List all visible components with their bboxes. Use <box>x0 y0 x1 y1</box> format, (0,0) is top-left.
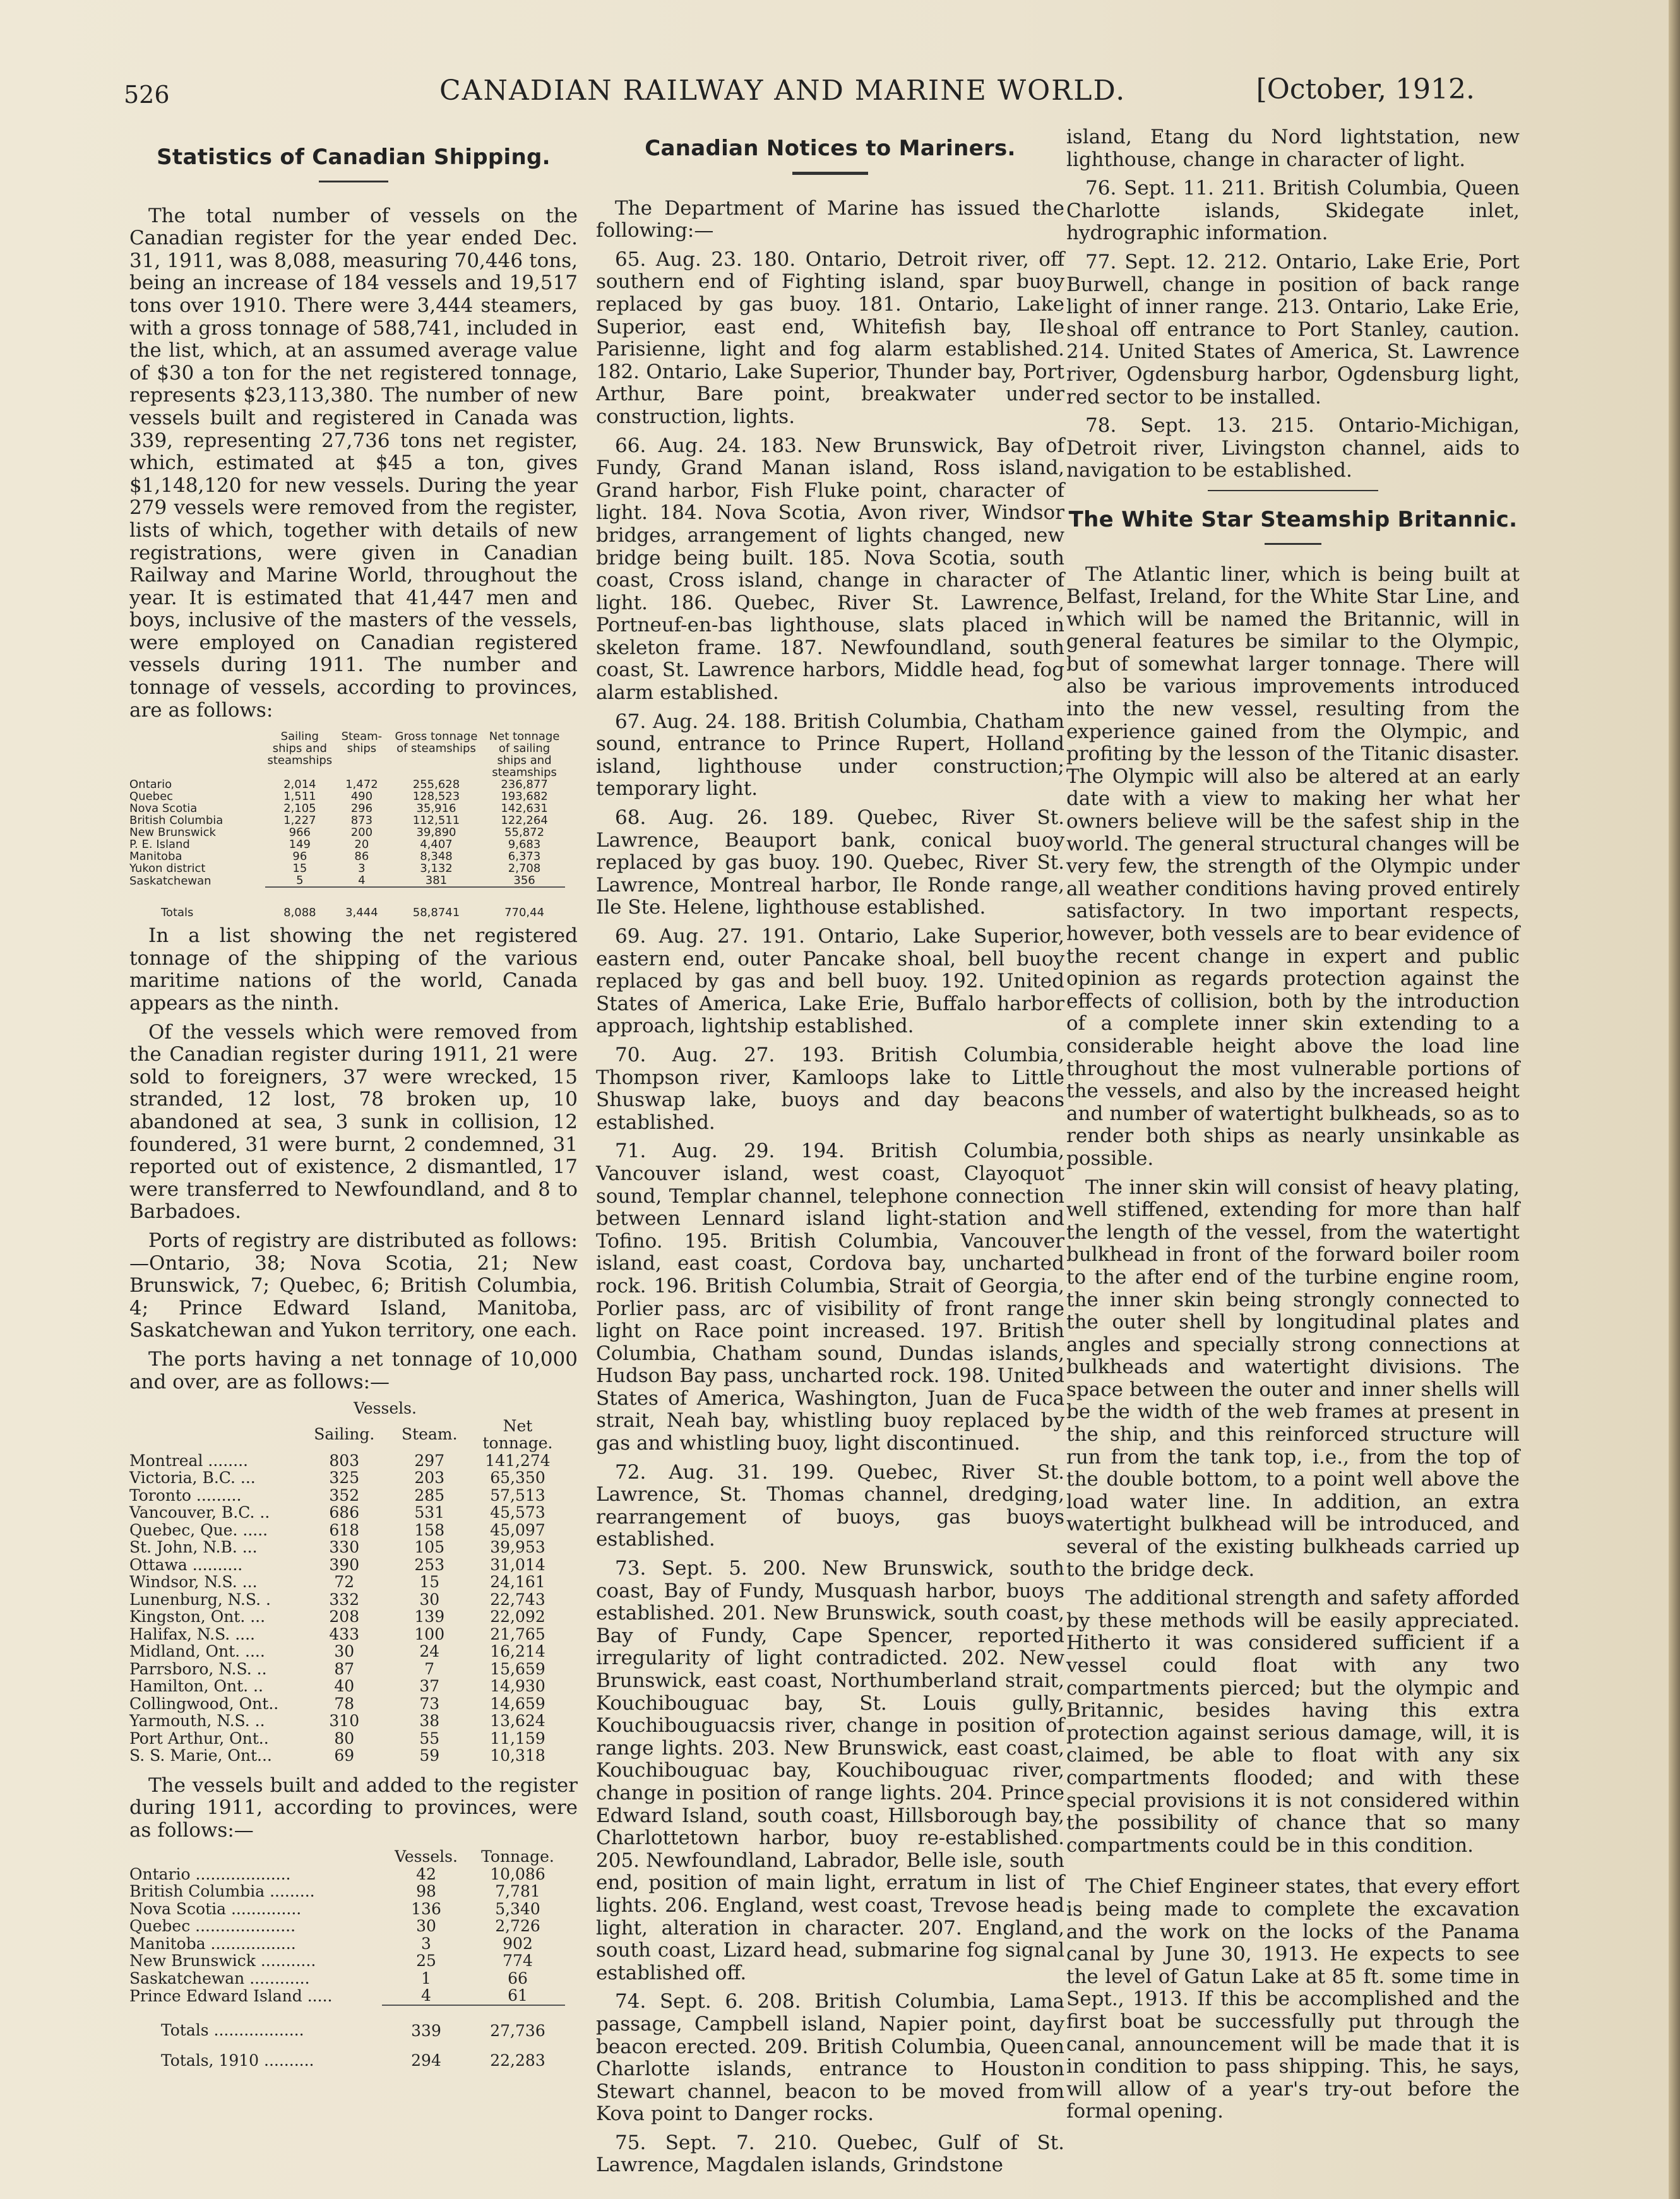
table-cell: 3 <box>358 862 366 876</box>
table-header-group: Vessels. <box>354 1399 417 1418</box>
table-cell: 42 <box>416 1864 436 1883</box>
table-cell: 122,264 <box>501 814 548 828</box>
table-cell: Quebec, Que. ..... <box>129 1520 268 1539</box>
table-cell: 128,523 <box>412 790 460 804</box>
paragraph: The Department of Marine has issued the following:— <box>596 196 1064 242</box>
table-cell: 330 <box>329 1538 360 1557</box>
table-row <box>129 814 565 826</box>
table-row <box>129 838 565 850</box>
table-cell: 66 <box>508 1969 528 1987</box>
notice-item: 77. Sept. 12. 212. Ontario, Lake Erie, Port Burwell, change in position of back range light of inner range. 213. Ontario, Lake Erie, shoal off entrance to Port Stanley, caution. 214. United States of America, St. Lawrence river, Ogdensburg harbor, Ogdensburg light, red sector to be installed. <box>1066 250 1520 408</box>
table-header: Tonnage. <box>481 1847 554 1866</box>
notice-item: 71. Aug. 29. 194. British Columbia, Vancouver island, west coast, Clayoquot sound, Templar channel, telephone connection between Lennard island light-station and Tofino. 195. British Columbia, Vancouver island, east coast, Cordova bay, uncharted rock. 196. British Columbia, Strait of Georgia, Porlier pass, arc of visibility of front range light on Race point increased. 197. British Columbia, Chatham sound, Dundas islands, Hudson Bay pass, uncharted rock. 198. United States of America, Washington, Juan de Fuca strait, Neah bay, whistling buoy replaced by gas and whistling buoy, light discontinued. <box>596 1140 1064 1455</box>
table-cell: 686 <box>329 1503 360 1522</box>
paragraph: The inner skin will consist of heavy plating, well stiffened, extending for more than half the length of the vessel, from the watertight bulkhead in front of the forward boiler room to the after end of the turbine engine room, the inner skin being strongly connected to the outer shell by longitudinal plates and angles and specially strong connections at bulkheads and watertight divisions. The space between the outer and inner shells will be the width of the web frames at present in the ship, and this reinforced structure will run from the tank top, i.e., from the top of the double bottom, to a point well above the load water line. In addition, an extra watertight bulkhead will be introduced, and several of the existing bulkheads carried up to the bridge deck. <box>1066 1176 1520 1581</box>
table-cell: 73 <box>419 1694 440 1713</box>
section-rule <box>1208 490 1378 491</box>
table-cell: 433 <box>329 1624 360 1643</box>
page-header <box>124 68 1475 109</box>
notice-item: 76. Sept. 11. 211. British Columbia, Queen Charlotte islands, Skidegate inlet, hydrographic information. <box>1066 177 1520 245</box>
table-cell: 381 <box>389 874 484 887</box>
table-header <box>129 1848 382 1866</box>
table-cell: 352 <box>329 1486 360 1505</box>
provinces-table <box>129 730 565 919</box>
table-row <box>129 1935 565 1953</box>
table-header-row <box>129 1848 565 1866</box>
table-cell: 69 <box>334 1746 355 1765</box>
binding-edge <box>1669 0 1680 2199</box>
table-row <box>129 1522 565 1539</box>
table-cell: 65,350 <box>490 1469 545 1487</box>
article-heading-shipping-statistics: Statistics of Canadian Shipping. <box>157 145 551 170</box>
table-cell: 2,105 <box>283 802 316 816</box>
column-2 <box>596 120 1064 2183</box>
table-row <box>129 826 565 838</box>
table-row <box>129 1883 565 1900</box>
table-cell: 35,916 <box>416 802 456 816</box>
notice-item: 72. Aug. 31. 199. Quebec, River St. Lawrence, St. Thomas channel, dredging, rearrangement of buoys, gas buoys established. <box>596 1460 1064 1551</box>
notice-item: 67. Aug. 24. 188. British Columbia, Chatham sound, entrance to Prince Rupert, Holland island, lighthouse under construction; temporary light. <box>596 710 1064 801</box>
table-cell: 30 <box>334 1642 355 1661</box>
table-cell: 8,348 <box>420 850 453 864</box>
table-cell: 356 <box>484 874 565 887</box>
table-cell: 966 <box>289 826 311 840</box>
article-heading-britannic: The White Star Steamship Britannic. <box>1068 506 1518 532</box>
table-row <box>129 1626 565 1643</box>
table-cell: 3 <box>421 1934 431 1953</box>
table-cell: Ottawa .......... <box>129 1555 243 1574</box>
table-cell: 294 <box>411 2051 441 2070</box>
table-row <box>129 1900 565 1918</box>
table-cell: Ontario <box>129 778 172 792</box>
table-totals-row-1910 <box>129 2039 565 2070</box>
table-cell: 20 <box>354 838 369 852</box>
table-cell: 105 <box>414 1538 445 1557</box>
table-cell: 141,274 <box>485 1451 551 1470</box>
table-row <box>129 1469 565 1487</box>
journal-title: CANADIAN RAILWAY AND MARINE WORLD. <box>439 74 1126 107</box>
table-cell: Yukon district <box>129 862 206 876</box>
table-cell: 873 <box>350 814 373 828</box>
table-cell: 390 <box>329 1555 360 1574</box>
table-cell: 1,511 <box>283 790 316 804</box>
table-row <box>129 1573 565 1591</box>
table-cell: 86 <box>354 850 369 864</box>
table-cell: Hamilton, Ont. .. <box>129 1677 263 1696</box>
table-row <box>129 850 565 862</box>
table-cell: 80 <box>334 1729 355 1748</box>
table-cell: 30 <box>419 1590 440 1609</box>
table-row <box>129 1952 565 1970</box>
table-cell: 112,511 <box>412 814 460 828</box>
table-row <box>129 1608 565 1626</box>
table-cell: Toronto ......... <box>129 1486 242 1505</box>
table-totals-row <box>129 887 565 919</box>
table-row <box>129 790 565 802</box>
table-cell: 59 <box>419 1746 440 1765</box>
table-cell: 618 <box>329 1520 360 1539</box>
table-row <box>129 1917 565 1935</box>
table-cell: 2,708 <box>508 862 541 876</box>
heading-rule <box>319 181 388 182</box>
table-cell: 45,573 <box>490 1503 545 1522</box>
table-row <box>129 1678 565 1695</box>
paragraph: The vessels built and added to the register during 1911, according to provinces, were as follows:— <box>129 1773 578 1842</box>
table-cell: 8,088 <box>283 906 316 920</box>
notice-item: 69. Aug. 27. 191. Ontario, Lake Superior, eastern end, outer Pancake shoal, bell buoy replaced by gas and bell buoy. 192. United States of America, Lake Erie, Buffalo harbor approach, lightship established. <box>596 925 1064 1038</box>
table-cell: P. E. Island <box>129 838 190 852</box>
table-cell: 3,444 <box>345 906 378 920</box>
table-cell: Midland, Ont. .... <box>129 1642 265 1661</box>
paragraph: The additional strength and safety afforded by these methods will be easily appreciated. Hitherto it was considered sufficient if a vessel could float with any two compartments pierced; but the olympic and Britannic, besides having this extra protection against serious damage, will, it is claimed, be able to float with any six compartments flooded; and with these special provisions it is not considered within the possibility of chance that so many compartments could be in this condition. <box>1066 1587 1520 1857</box>
table-row <box>129 1452 565 1470</box>
table-row <box>129 1747 565 1765</box>
table-cell: Saskatchewan ............ <box>129 1969 310 1987</box>
table-row <box>129 778 565 790</box>
table-cell: 30 <box>416 1917 436 1936</box>
table-cell: 100 <box>414 1624 445 1643</box>
table-cell: 6,373 <box>508 850 541 864</box>
table-row <box>129 1970 565 1987</box>
table-row <box>129 1730 565 1748</box>
table-cell: Port Arthur, Ont.. <box>129 1729 269 1748</box>
notice-item: 65. Aug. 23. 180. Ontario, Detroit river, off southern end of Fighting island, spar buoy replaced by gas buoy. 181. Ontario, Lake Superior, east end, Whitefish bay, Ile Parisienne, light and fog alarm established. 182. Ontario, Lake Superior, Thunder bay, Port Arthur, Bare point, breakwater under construction, lights. <box>596 247 1064 428</box>
table-cell: 531 <box>414 1503 445 1522</box>
table-cell: 142,631 <box>501 802 548 816</box>
table-cell: 14,930 <box>490 1677 545 1696</box>
table-cell: 490 <box>350 790 373 804</box>
paragraph: island, Etang du Nord lightstation, new lighthouse, change in character of light. <box>1066 126 1520 171</box>
table-cell: Totals <box>161 905 194 919</box>
table-cell: 39,953 <box>490 1538 545 1557</box>
table-cell: 14,659 <box>490 1694 545 1713</box>
table-cell: S. S. Marie, Ont... <box>129 1746 272 1765</box>
table-cell: 57,513 <box>490 1486 545 1505</box>
table-cell: 2,726 <box>495 1917 540 1936</box>
table-cell: 61 <box>470 1987 565 2005</box>
table-cell: Prince Edward Island ..... <box>129 1986 333 2005</box>
notices-list <box>596 249 1064 2177</box>
table-row <box>129 1556 565 1574</box>
paragraph: The ports having a net tonnage of 10,000 and over, are as follows:— <box>129 1347 578 1393</box>
table-cell: 1,472 <box>345 778 378 792</box>
table-cell: Victoria, B.C. ... <box>129 1469 256 1487</box>
table-row <box>129 1987 565 2005</box>
table-cell: Quebec <box>129 790 174 804</box>
table-row <box>129 1487 565 1505</box>
table-cell: 136 <box>411 1899 441 1918</box>
table-cell: 37 <box>419 1677 440 1696</box>
table-cell: 38 <box>419 1712 440 1731</box>
table-cell: 15,659 <box>490 1659 545 1678</box>
paragraph: Of the vessels which were removed from the Canadian register during 1911, 21 were sold to foreigners, 37 were wrecked, 15 stranded, 12 lost, 78 broken up, 10 abandoned at sea, 3 sunk in collision, 12 foundered, 31 were burnt, 2 condemned, 31 reported out of existence, 2 dismantled, 17 were transferred to Newfoundland, and 8 to Barbadoes. <box>129 1020 578 1224</box>
table-cell: 310 <box>329 1712 360 1731</box>
table-header: Steam. <box>401 1425 458 1444</box>
table-row <box>129 1866 565 1883</box>
table-cell: 11,159 <box>490 1729 545 1748</box>
table-row <box>129 1660 565 1678</box>
table-cell: 16,214 <box>490 1642 545 1661</box>
table-cell: 203 <box>414 1469 445 1487</box>
table-cell: 15 <box>292 862 307 876</box>
table-cell: 193,682 <box>501 790 548 804</box>
table-cell: 325 <box>329 1469 360 1487</box>
table-cell: Totals, 1910 .......... <box>161 2051 314 2070</box>
table-cell: 7,781 <box>495 1882 540 1901</box>
table-cell: Windsor, N.S. ... <box>129 1573 258 1592</box>
notice-item: 74. Sept. 6. 208. British Columbia, Lama passage, Campbell island, Napier point, day beacon erected. 209. British Columbia, Queen Charlotte islands, entrance to Houston Stewart channel, beacon to be moved from Kova point to Danger rocks. <box>596 1990 1064 2126</box>
table-cell: 255,628 <box>412 778 460 792</box>
table-cell: 4,407 <box>420 838 453 852</box>
table-cell: 27,736 <box>490 2021 545 2040</box>
paragraph: The Chief Engineer states, that every effort is being made to complete the excavation and the work on the locks of the Panama canal by June 30, 1913. He expects to see the level of Gatun Lake at 85 ft. some time in Sept., 1913. If this be accomplished and the first boat be successfully put through the canal, announcement will be made that it is in condition to pass shipping. This, he says, will allow of a year's try-out before the formal opening. <box>1066 1875 1520 2123</box>
table-cell: Ontario ................... <box>129 1864 291 1883</box>
table-cell: 208 <box>329 1607 360 1626</box>
table-cell: Collingwood, Ont.. <box>129 1694 279 1713</box>
table-cell: Yarmouth, N.S. .. <box>129 1712 265 1731</box>
table-header: Sailing ships and steamships <box>267 730 333 768</box>
table-cell: 158 <box>414 1520 445 1539</box>
notice-item: 66. Aug. 24. 183. New Brunswick, Bay of Fundy, Grand Manan island, Ross island, Grand harbor, Fish Fluke point, character of light. 184. Nova Scotia, Avon river, Windsor bridges, arrangement of lights changed, new bridge being built. 185. Nova Scotia, south coast, Cross island, change in character of light. 186. Quebec, River St. Lawrence, Portneuf-en-bas lighthouse, slats placed in skeleton frame. 187. Newfoundland, south coast, St. Lawrence harbors, Middle head, fog alarm established. <box>596 434 1064 705</box>
article-heading-notices-to-mariners: Canadian Notices to Mariners. <box>645 136 1016 161</box>
table-cell: 45,097 <box>490 1520 545 1539</box>
column-3 <box>1066 126 1520 2130</box>
table-cell: 7 <box>424 1659 435 1678</box>
vessels-built-table <box>129 1848 565 2070</box>
issue-date: [October, 1912. <box>1256 73 1475 105</box>
table-cell: 25 <box>416 1952 436 1970</box>
notice-item: 75. Sept. 7. 210. Quebec, Gulf of St. Lawrence, Magdalen islands, Grindstone <box>596 2131 1064 2177</box>
paragraph: The total number of vessels on the Canadian register for the year ended Dec. 31, 1911, was 8,088, measuring 70,446 tons, being an increase of 184 vessels and 19,517 tons over 1910. There were 3,444 steamers, with a gross tonnage of 588,741, included in the list, which, at an assumed average value of $30 a ton for the net registered tonnage, represents $23,113,380. The number of new vessels built and registered in Canada was 339, representing 27,736 tons net register, which, estimated at $45 a ton, gives $1,148,120 for new vessels. During the year 279 vessels were removed from the register, lists of which, together with details of new registrations, were given in Canadian Railway and Marine World, throughout the year. It is estimated that 41,447 men and boys, inclusive of the masters of the vessels, were employed on Canadian registered vessels during 1911. The number and tonnage of vessels, according to provinces, are as follows: <box>129 204 578 722</box>
table-row <box>129 1539 565 1556</box>
table-cell: 24 <box>419 1642 440 1661</box>
table-cell: Kingston, Ont. ... <box>129 1607 266 1626</box>
table-cell: British Columbia <box>129 814 223 828</box>
table-cell: 5,340 <box>495 1899 540 1918</box>
table-totals-row <box>129 2005 565 2040</box>
table-cell: Halifax, N.S. .... <box>129 1624 255 1643</box>
notice-item: 73. Sept. 5. 200. New Brunswick, south coast, Bay of Fundy, Musquash harbor, buoys established. 201. New Brunswick, south coast, Bay of Fundy, Cape Spencer, reported irregularity of light contradicted. 202. New Brunswick, east coast, Northumberland strait, Kouchibouguac bay, St. Louis gully, Kouchibouguacsis river, change in position of range lights. 203. New Brunswick, east coast, Kouchibouguac bay, Kouchibouguac river, change in position of range lights. 204. Prince Edward Island, south coast, Hillsborough bay, Charlottetown harbor, buoy re-established. 205. Newfoundland, Labrador, Belle isle, south end, position of main light, erratum in list of lights. 206. England, west coast, Trevose head light, alteration in character. 207. England, south coast, Lizard head, submarine fog signal established off. <box>596 1557 1064 1984</box>
table-cell: 803 <box>329 1451 360 1470</box>
table-row <box>129 862 565 874</box>
table-cell: 4 <box>335 874 389 887</box>
table-cell: 4 <box>382 1987 470 2005</box>
table-cell: St. John, N.B. ... <box>129 1538 258 1557</box>
table-row <box>129 1591 565 1609</box>
paragraph: The Atlantic liner, which is being built at Belfast, Ireland, for the White Star Line, and which will be named the Britannic, will in general features be similar to the Olympic, but of somewhat larger tonnage. There will also be various improvements introduced into the new vessel, resulting from the experience gained from the Olympic, and profiting by the lesson of the Titanic disaster. The Olympic will also be altered at an early date with a view to making her what her owners believe will be the safest ship in the world. The general structural changes will be very few, the strength of the Olympic under all weather conditions having proved entirely satisfactory. In two important respects, however, both vessels are to bear evidence of the recent change in expert and public opinion as regards protection against the effects of collision, both by the introduction of a complete inner skin extending to a considerable height above the load line throughout the most vulnerable portions of the vessels, and also by the increased height and number of watertight bulkheads, so as to render both ships as nearly unsinkable as possible. <box>1066 563 1520 1170</box>
table-header: Steam-ships <box>341 730 383 756</box>
table-header: Sailing. <box>314 1425 375 1444</box>
table-row <box>129 802 565 814</box>
table-cell: 21,765 <box>490 1624 545 1643</box>
table-cell: 87 <box>334 1659 355 1678</box>
table-header-row <box>129 730 565 778</box>
paragraph: Ports of registry are distributed as follows:—Ontario, 38; Nova Scotia, 21; New Brunswick, 7; Quebec, 6; British Columbia, 4; Prince Edward Island, Manitoba, Saskatchewan and Yukon territory, one each. <box>129 1229 578 1342</box>
table-cell: Manitoba ................. <box>129 1934 296 1953</box>
table-header <box>129 730 265 778</box>
table-cell: 10,318 <box>490 1746 545 1765</box>
table-cell: 22,283 <box>490 2051 545 2070</box>
table-cell: Nova Scotia .............. <box>129 1899 302 1918</box>
table-cell: 96 <box>292 850 307 864</box>
table-cell: Saskatchewan <box>129 874 211 888</box>
table-header-row <box>129 1400 565 1417</box>
table-cell: 2,014 <box>283 778 316 792</box>
table-header: Net tonnage. <box>482 1416 553 1453</box>
table-cell: 339 <box>411 2021 441 2040</box>
table-cell: 770,44 <box>504 906 545 920</box>
table-header: Vessels. <box>395 1847 458 1866</box>
table-cell: 253 <box>414 1555 445 1574</box>
table-cell: 22,092 <box>490 1607 545 1626</box>
notices-list-continued <box>1066 177 1520 482</box>
table-cell: 3,132 <box>420 862 453 876</box>
table-cell: New Brunswick <box>129 826 216 840</box>
table-row <box>129 1643 565 1660</box>
notice-item: 68. Aug. 26. 189. Quebec, River St. Lawrence, Beauport bank, conical buoy replaced by gas buoy. 190. Quebec, River St. Lawrence, Montreal harbor, Ile Ronde range, Ile Ste. Helene, lighthouse established. <box>596 806 1064 919</box>
column-1 <box>129 120 578 2070</box>
table-cell: 5 <box>265 874 335 887</box>
table-cell: 774 <box>503 1952 533 1970</box>
table-cell: 296 <box>350 802 373 816</box>
table-cell: 332 <box>329 1590 360 1609</box>
table-header: Gross tonnage of steamships <box>395 730 478 756</box>
table-cell: Totals .................. <box>161 2021 304 2040</box>
table-cell: British Columbia ......... <box>129 1882 315 1901</box>
table-cell: 9,683 <box>508 838 541 852</box>
table-cell: 297 <box>414 1451 445 1470</box>
paragraph: In a list showing the net registered tonnage of the shipping of the various maritime nations of the world, Canada appears as the ninth. <box>129 924 578 1015</box>
table-cell: 236,877 <box>501 778 548 792</box>
table-cell: Manitoba <box>129 850 182 864</box>
table-cell: 10,086 <box>490 1864 545 1883</box>
table-cell: Vancouver, B.C. .. <box>129 1503 270 1522</box>
table-cell: Quebec .................... <box>129 1917 296 1936</box>
table-cell: 31,014 <box>490 1555 545 1574</box>
notice-item: 78. Sept. 13. 215. Ontario-Michigan, Detroit river, Livingston channel, aids to navigation to be established. <box>1066 414 1520 482</box>
table-cell: 285 <box>414 1486 445 1505</box>
table-cell: 1,227 <box>283 814 316 828</box>
table-cell: 98 <box>416 1882 436 1901</box>
table-header <box>129 1417 300 1452</box>
table-cell: Lunenburg, N.S. . <box>129 1590 271 1609</box>
table-cell: Parrsboro, N.S. .. <box>129 1659 267 1678</box>
heading-rule <box>792 172 868 175</box>
table-cell: 1 <box>421 1969 431 1987</box>
table-row <box>129 1695 565 1713</box>
table-cell: Nova Scotia <box>129 802 198 816</box>
table-cell: 72 <box>334 1573 355 1592</box>
table-header-row <box>129 1417 565 1452</box>
table-cell: Montreal ........ <box>129 1451 248 1470</box>
table-header <box>129 1400 300 1417</box>
table-cell: 149 <box>289 838 311 852</box>
ports-table <box>129 1400 565 1765</box>
table-cell: 58,8741 <box>412 906 460 920</box>
notice-item: 70. Aug. 27. 193. British Columbia, Thompson river, Kamloops lake to Little Shuswap lake, buoys and day beacons established. <box>596 1043 1064 1134</box>
table-cell: 40 <box>334 1677 355 1696</box>
table-cell: 55 <box>419 1729 440 1748</box>
table-cell: 200 <box>350 826 373 840</box>
table-cell: 39,890 <box>416 826 456 840</box>
table-row <box>129 874 565 887</box>
table-cell: 15 <box>419 1573 440 1592</box>
heading-rule <box>1265 543 1321 545</box>
table-row <box>129 1504 565 1522</box>
page-number: 526 <box>124 81 170 109</box>
table-header <box>470 1400 565 1417</box>
table-cell: 13,624 <box>490 1712 545 1731</box>
table-cell: 22,743 <box>490 1590 545 1609</box>
table-cell: 139 <box>414 1607 445 1626</box>
table-row <box>129 1712 565 1730</box>
table-cell: New Brunswick ........... <box>129 1952 316 1970</box>
table-cell: 24,161 <box>490 1573 545 1592</box>
table-cell: 902 <box>503 1934 533 1953</box>
table-cell: 55,872 <box>504 826 545 840</box>
table-cell: 78 <box>334 1694 355 1713</box>
table-header: Net tonnage of sailing ships and steamships <box>489 730 560 780</box>
